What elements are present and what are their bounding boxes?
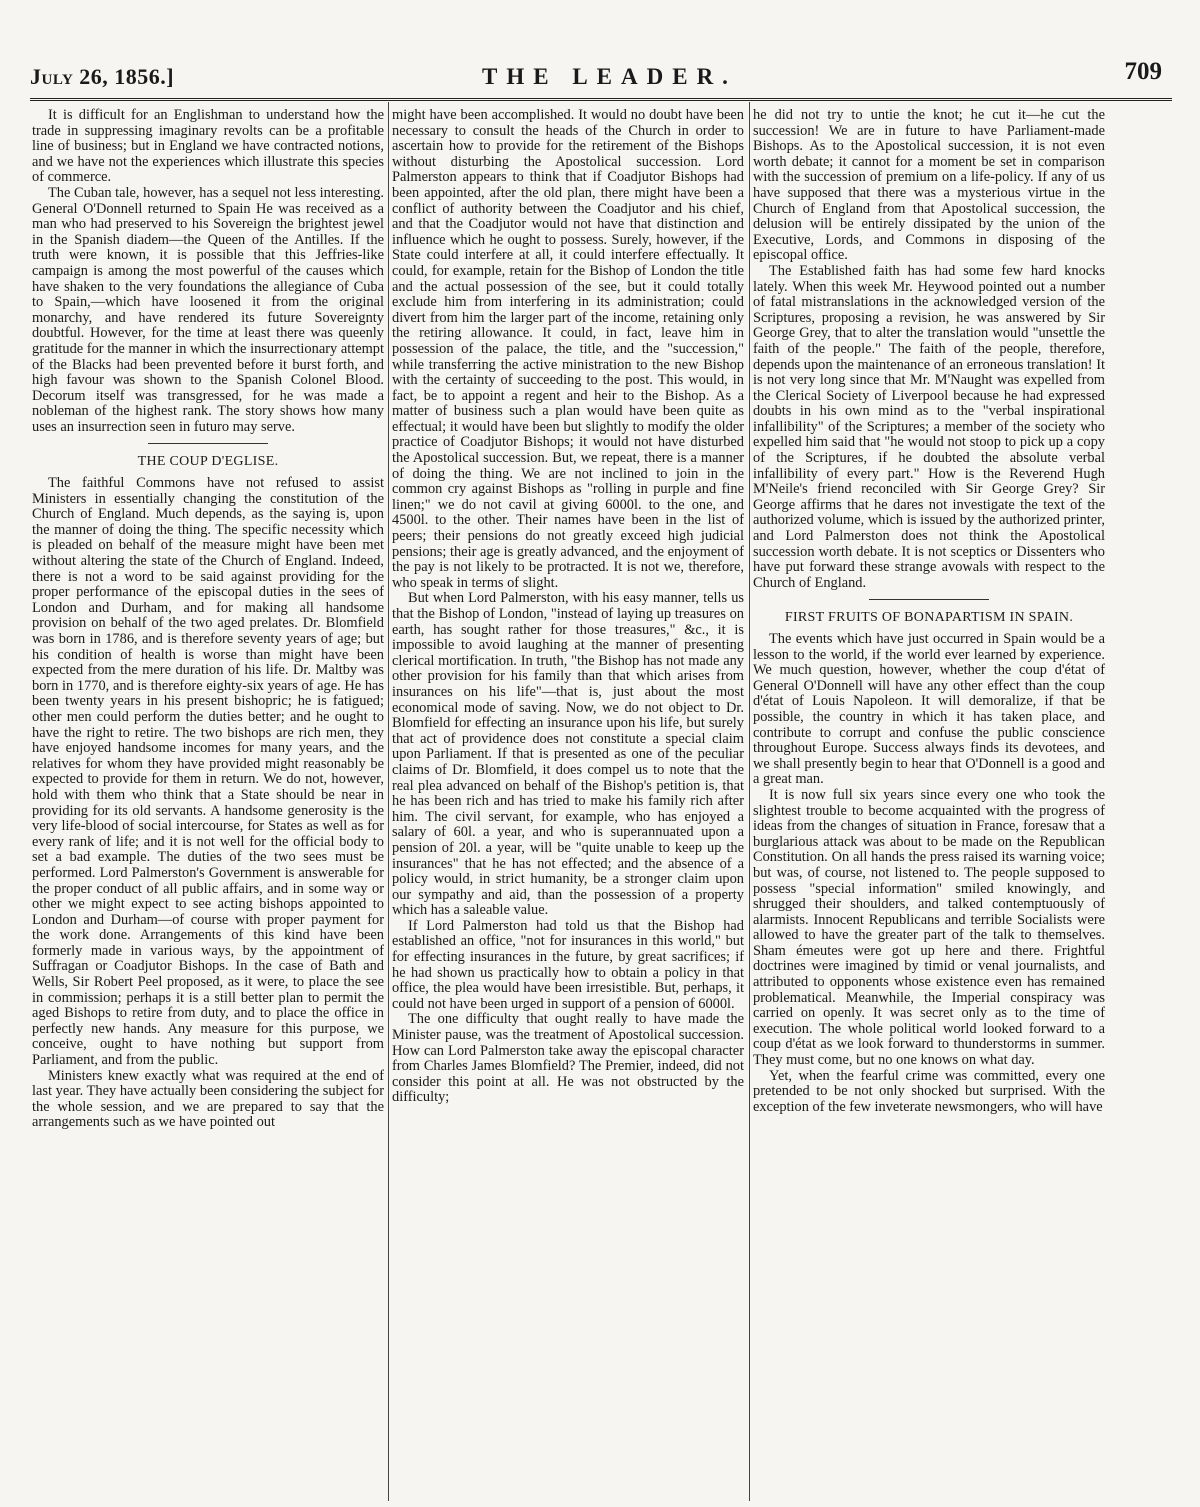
paragraph: he did not try to untie the knot; he cut it—he cut the succession! We are in future to have Parliament-made Bishops. As to the Apostolical succession, it is not even worth debate; it cannot for a moment be set in comparison with the succession of premium on a life-policy. If any of us have supposed that there was a mysterious virtue in the Church of England from that Apostolical succession, the delusion will be entirely dissipated by the union of the Executive, Lords, and Commons in disposing of the episcopal office. (753, 108, 1105, 264)
issue-date: July 26, 1856.] (30, 64, 175, 89)
paragraph: might have been accomplished. It would no doubt have been necessary to consult the heads of the Church in order to ascertain how to provide for the retirement of the Bishops without disturbing the Apostolical succession. Lord Palmerston appears to think that if Coadjutor Bishops had been appointed, after the old plan, there might have been a conflict of authority between the Coadjutor and his chief, and that the Coadjutor would not have that distinction and influence which he ought to possess. Surely, however, if the State could interfere at all, it could interfere effectually. It could, for example, retain for the Bishop of London the title and the actual possession of the see, but it could totally exclude him from interfering in its administration; could divert from him the larger part of the income, retaining only the retiring allowance. It could, in fact, leave him in possession of the palace, the title, and the "succession," while transferring the active ministration to the new Bishop with the certainty of succeeding to the post. This would, in fact, be to appoint a regent and heir to the Bishop. As a matter of business such a plan would have been quite as effectual; it would have been but slightly to modify the older practice of Coadjutor Bishops; it would not have disturbed the Apostolical succession. But, we repeat, there is a manner of doing the thing. We are not inclined to join in the common cry against Bishops as "rolling in purple and fine linen;" we do not cavil at giving 6000l. to the one, and 4500l. to the other. Their names have been in the list of peers; their pensions do not greatly exceed high judicial pensions; their age is greatly advanced, and the enjoyment of the pay is not likely to be protracted. It is not we, therefore, who speak in terms of slight. (392, 108, 744, 591)
column-3 (753, 108, 1105, 1501)
article-heading: FIRST FRUITS OF BONAPARTISM IN SPAIN. (784, 610, 1074, 626)
header-rule (30, 98, 1172, 101)
column-2 (392, 108, 744, 1501)
paragraph: It is now full six years since every one who took the slightest trouble to become acquainted with the progress of ideas from the changes of situation in France, foresaw that a burglarious attack was about to be made on the Republican Constitution. On all hands the press raised its warning voice; but was, of course, not listened to. The people supposed to possess "special information" smiled knowingly, and shrugged their shoulders, and talked contemptuously of alarmists. Innocent Republicans and terrible Socialists were allowed to have the greater part of the talk to themselves. Sham émeutes were got up here and there. Frightful doctrines were imagined by timid or venal journalists, and attributed to opponents whose existence even has remained problematical. Meanwhile, the Imperial conspiracy was carried on openly. It was secret only as to the time of execution. The whole political world looked forward to a coup d'état as we look forward to thunderstorms in summer. They must come, but no one knows on what day. (753, 786, 1105, 1069)
column-divider (388, 102, 389, 1501)
column-divider (749, 102, 750, 1501)
paragraph: The Cuban tale, however, has a sequel not less interesting. General O'Donnell returned to Spain He was received as a man who had preserved to his Sovereign the brightest jewel in the Spanish diadem—the Queen of the Antilles. If the truth were known, it is possible that this Jeffries-like campaign is among the most powerful of the causes which have shaken to the very foundations the allegiance of Cuba to Spain,—which have loosened it from the original monarchy, and have rendered its future Sovereignty doubtful. However, for the time at least there was queenly gratitude for the manner in which the insurrectionary attempt of the Blacks had been prevented before it burst forth, and high favour was shown to the Spanish Colonel Blood. Decorum itself was transgressed, for he was made a nobleman of the highest rank. The story shows how many uses an insurrection seen in futuro may serve. (32, 184, 384, 435)
paragraph: Yet, when the fearful crime was committed, every one pretended to be not only shocked but surprised. With the exception of the few inveterate newsmongers, who will have (753, 1067, 1105, 1115)
paragraph: The faithful Commons have not refused to assist Ministers in essentially changing the constitution of the Church of England. Much depends, as the saying is, upon the manner of doing the thing. The specific necessity which is pleaded on behalf of the measure might have been met without altering the state of the Church of England. Indeed, there is not a word to be said against providing for the proper performance of the episcopal duties in the sees of London and Durham, and for making all handsome provision on behalf of the two aged prelates. Dr. Blomfield was born in 1786, and is therefore seventy years of age; but his condition of health is worse than might have been expected from the mere duration of his life. Dr. Maltby was born in 1770, and is therefore eighty-six years of age. He has been twenty years in his present bishopric; he is fatigued; other men could perform the duties better; and he ought to have the right to retire. The two bishops are rich men, they have enjoyed handsome incomes for many years, and the relatives for whom they have provided might reasonably be expected to provide for them in return. We do not, however, hold with them who think that a State should be near in providing for its old servants. A handsome generosity is the very life-blood of social intercourse, for States as well as for every rank of life; and it is not well for the official body to set a bad example. The duties of the two sees must be performed. Lord Palmerston's Government is answerable for the proper conduct of all public affairs, and in some way or other we might expect to see acting bishops appointed to London and Durham—of course with proper payment for the work done. Arrangements of this kind have been formerly made in various ways, by the appointment of Suffragan or Coadjutor Bishops. In the case of Bath and Wells, Sir Robert Peel proposed, as it were, to place the see in commission; perhaps it is a still better plan to permit the aged Bishops to retire from duty, and to place the office in perfectly new hands. Any measure for this purpose, we conceive, ought to have nothing but support from Parliament, and from the public. (32, 475, 384, 1069)
paragraph: It is difficult for an Englishman to understand how the trade in suppressing imaginary revolts can be a profitable line of business; but in England we have contracted notions, and we have not the experiences which illustrate this species of commerce. (32, 108, 384, 186)
column-1 (32, 108, 384, 1501)
paragraph: The Established faith has had some few hard knocks lately. When this week Mr. Heywood pointed out a number of fatal mistranslations in the acknowledged version of the Scriptures, proposing a revision, he was answered by Sir George Grey, that to alter the translation would "unsettle the faith of the people." The faith of the people, therefore, depends upon the maintenance of an erroneous translation! It is not very long since that Mr. M'Naught was expelled from the Clerical Society of Liverpool because he had expressed doubts in his own mind as to the "verbal inspirational infallibility" of the Scriptures; a member of the society who expelled him said that "he would not stoop to pick up a copy of the Scriptures, if he doubted the absolute verbal infallibility of every part." How is the Reverend Hugh M'Neile's friend reconciled with Sir George Grey? Sir George affirms that he dares not investigate the text of the authorized volume, which is issued by the authorized printer, and Lord Palmerston does not think the Apostolical succession worth debate. It is not sceptics or Dissenters who have put forward these strange avowals with respect to the Church of England. (753, 262, 1105, 591)
section-rule (148, 443, 268, 444)
section-rule (869, 599, 989, 600)
paragraph: The one difficulty that ought really to have made the Minister pause, was the treatment of Apostolical succession. How can Lord Palmerston take away the episcopal character from Charles James Blomfield? The Premier, indeed, did not consider this point at all. He was not obstructed by the difficulty; (392, 1011, 744, 1106)
paragraph: But when Lord Palmerston, with his easy manner, tells us that the Bishop of London, "instead of laying up treasures on earth, has sought rather for those treasures," &c., it is impossible to avoid laughing at the manner of presenting clerical mortification. In truth, "the Bishop has not made any other provision for his family than that which arises from insurances on his life"—that is, just about the most economical mode of saving. Now, we do not object to Dr. Blomfield for effecting an insurance upon his life, but surely that act of providence does not constitute a special claim upon Parliament. If that is presented as one of the peculiar claims of Dr. Blomfield, it does compel us to note that the real plea advanced on behalf of the Bishop's petition is, that he has been rich and has tried to make his family rich after him. The civil servant, for example, who has enjoyed a salary of 60l. a year, and who is superannuated upon a pension of 20l. a year, will be "quite unable to keep up the insurances" that he has not effected; and the absence of a policy would, in strict humanity, be a stronger claim upon our sympathy and aid, than the possession of a property which has a saleable value. (392, 590, 744, 919)
page-number: 709 (1124, 58, 1162, 85)
paragraph: If Lord Palmerston had told us that the Bishop had established an office, "not for insurances in this world," but for effecting insurances in the future, by great sacrifices; if he had shown us practically how to obtain a policy in that office, the plea would have been irresistible. But, perhaps, it could not have been urged in support of a pension of 6000l. (392, 917, 744, 1012)
paragraph: Ministers knew exactly what was required at the end of last year. They have actually been considering the subject for the whole session, and we are prepared to say that the arrangements such as we have pointed out (32, 1067, 384, 1131)
paragraph: The events which have just occurred in Spain would be a lesson to the world, if the world ever learned by experience. We much question, however, whether the coup d'état of General O'Donnell will have any other effect than the coup d'état of Louis Napoleon. It will demoralize, if that be possible, the country in which it has taken place, and contribute to corrupt and confuse the public conscience throughout Europe. Success always finds its devotees, and we shall presently begin to hear that O'Donnell is a good and a great man. (753, 631, 1105, 788)
article-heading: THE COUP D'EGLISE. (137, 454, 279, 470)
page-header (30, 58, 1172, 98)
masthead-title: THE LEADER. (482, 64, 737, 89)
